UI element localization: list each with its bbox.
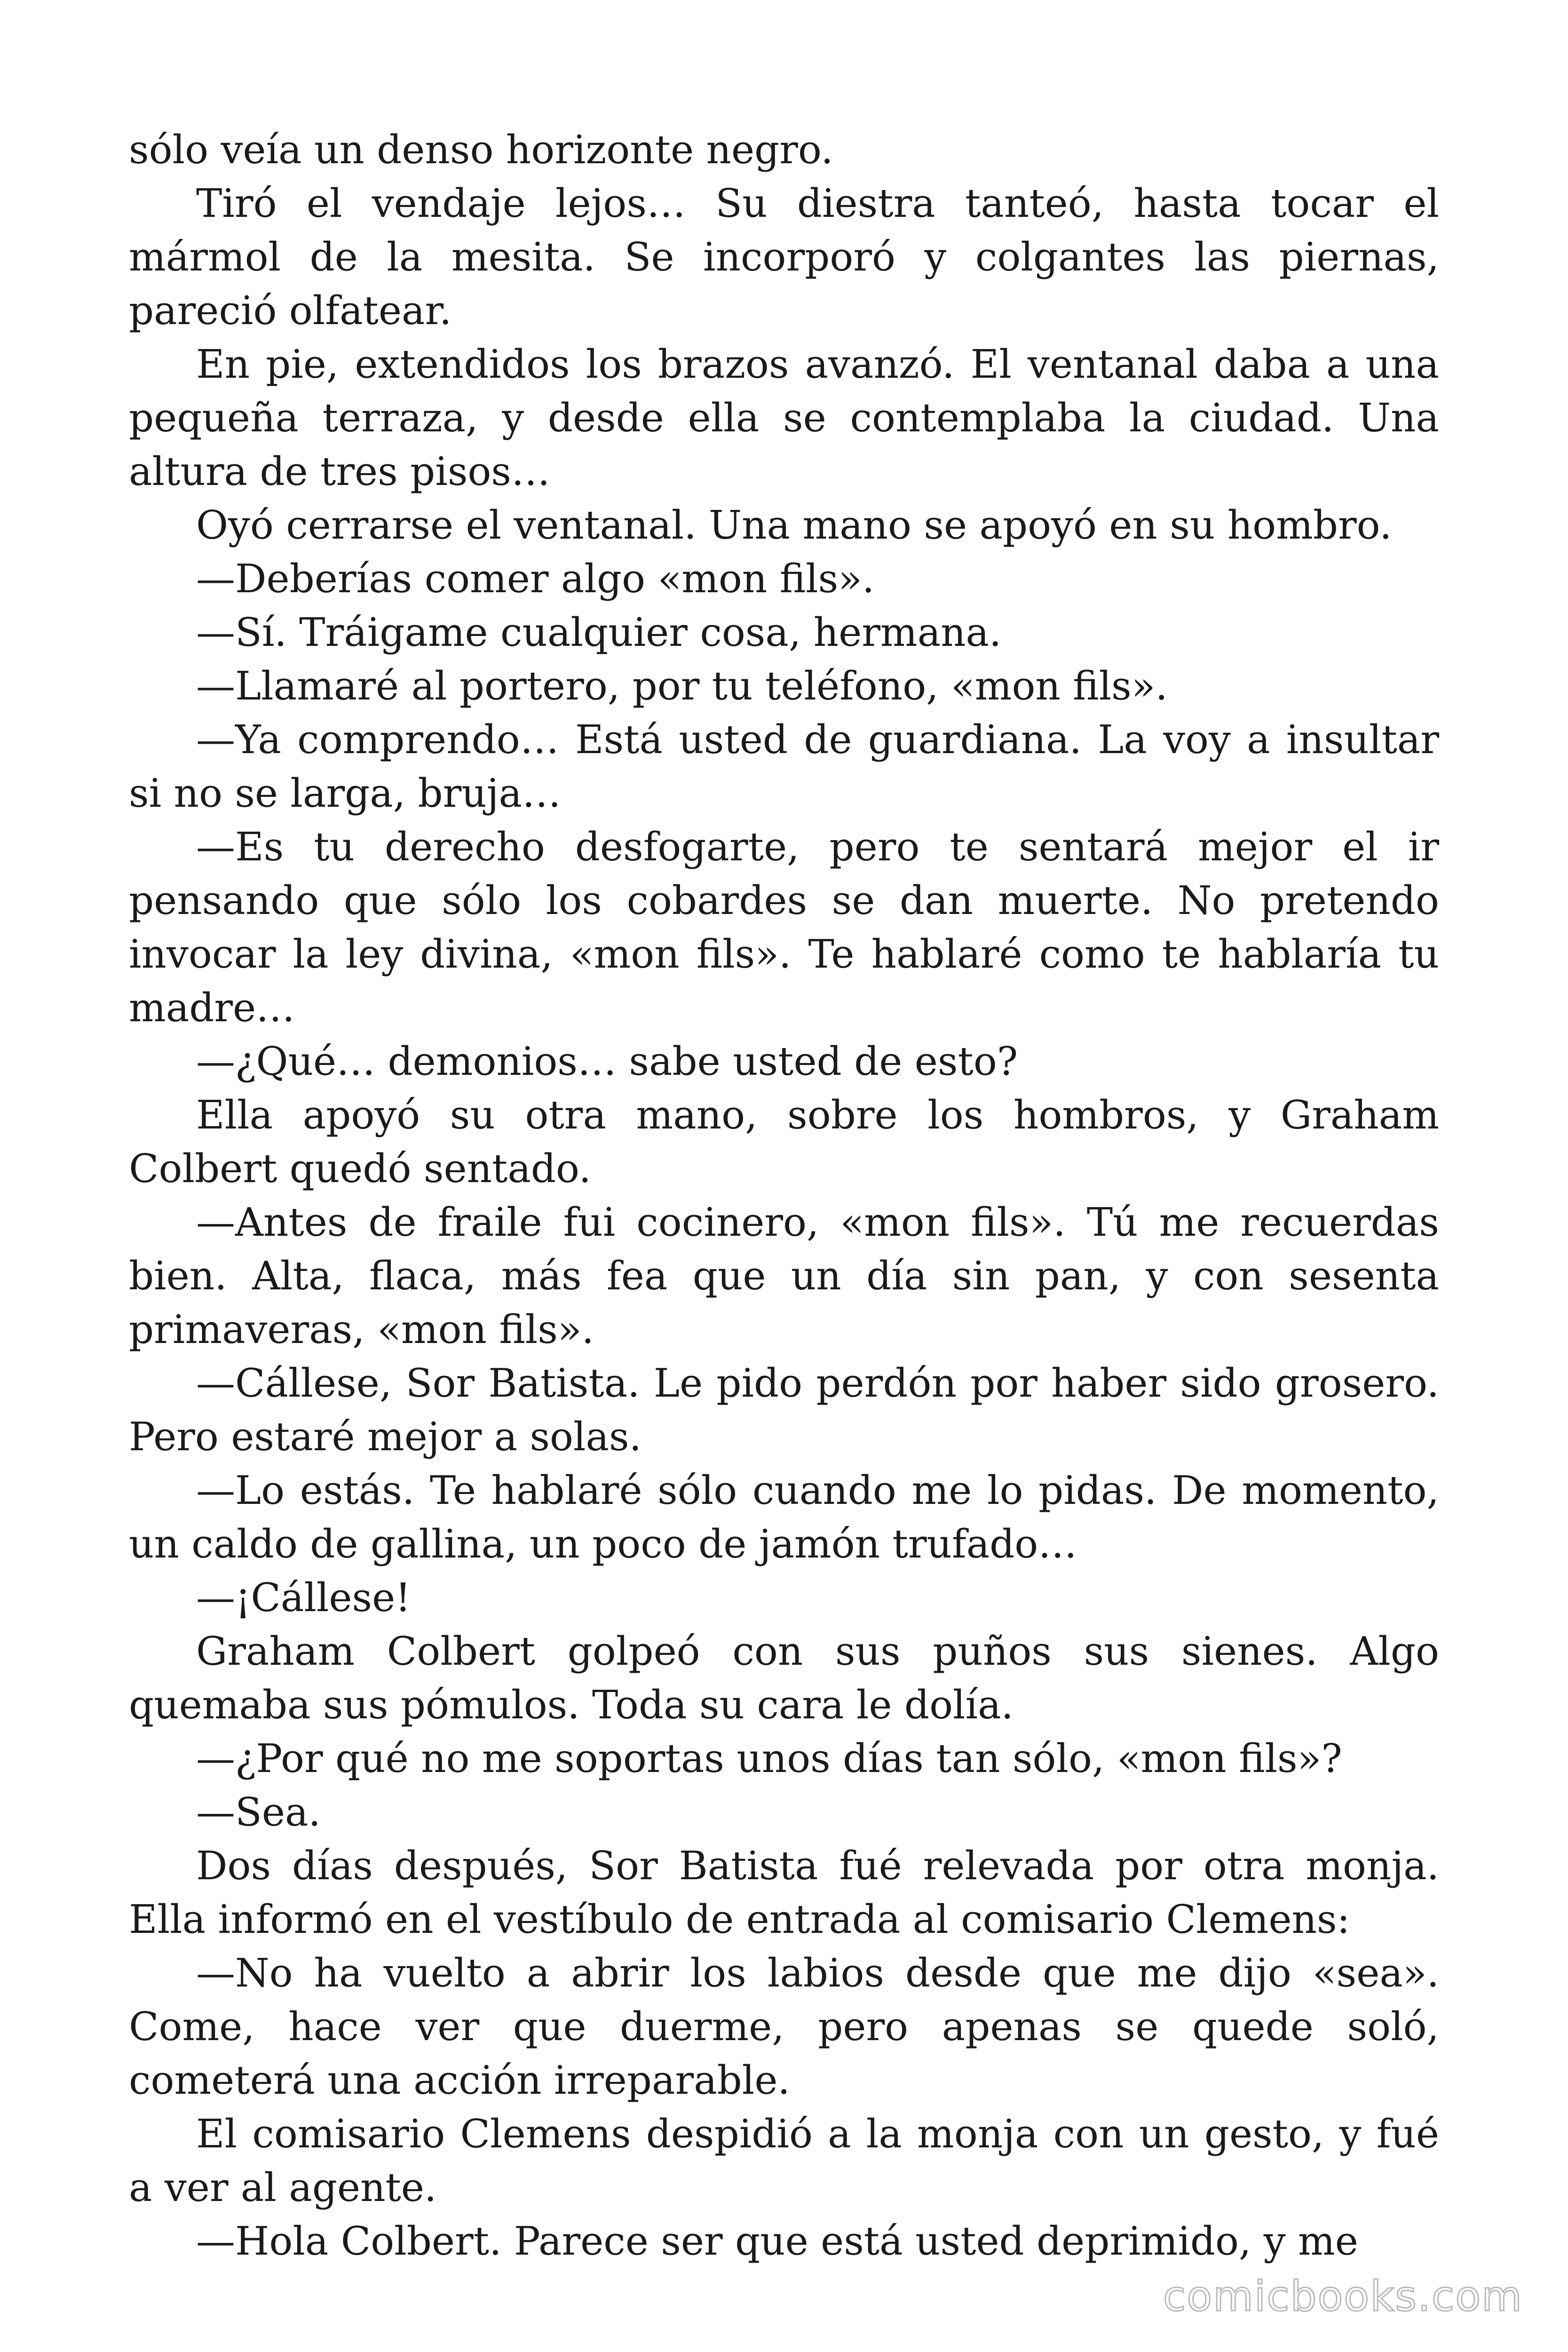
page-body <box>129 123 1439 2268</box>
paragraph-21: El comisario Clemens despidió a la monja con un gesto, y fué a ver al agente. <box>129 2111 1439 2210</box>
paragraph-18: —Sea. <box>196 1789 321 1835</box>
paragraph-11: Ella apoyó su otra mano, sobre los hombros, y Graham Colbert quedó sentado. <box>129 1092 1439 1192</box>
paragraph-7: —Llamaré al portero, por tu teléfono, «mon fils». <box>196 663 1168 709</box>
paragraph-6: —Sí. Tráigame cualquier cosa, hermana. <box>196 610 1002 655</box>
paragraph-1: sólo veía un denso horizonte negro. <box>129 127 833 173</box>
paragraph-12: —Antes de fraile fui cocinero, «mon fils». Tú me recuerdas bien. Alta, flaca, más fea que un día sin pan, y con sesenta primaveras, «mon fils». <box>129 1200 1439 1352</box>
paragraph-19: Dos días después, Sor Batista fué relevada por otra monja. Ella informó en el vestíbulo de entrada al comisario Clemens: <box>129 1843 1439 1942</box>
paragraph-22: —Hola Colbert. Parece ser que está usted deprimido, y me <box>196 2218 1358 2264</box>
paragraph-15: —¡Cállese! <box>196 1575 411 1621</box>
paragraph-3: En pie, extendidos los brazos avanzó. El ventanal daba a una pequeña terraza, y desde ella se contemplaba la ciudad. Una altura de tres pisos… <box>129 342 1439 494</box>
paragraph-4: Oyó cerrarse el ventanal. Una mano se apoyó en su hombro. <box>196 502 1392 548</box>
paragraph-14: —Lo estás. Te hablaré sólo cuando me lo pidas. De momento, un caldo de gallina, un poco de jamón trufado… <box>129 1468 1439 1567</box>
paragraph-2: Tiró el vendaje lejos… Su diestra tanteó, hasta tocar el mármol de la mesita. Se incorporó y colgantes las piernas, pareció olfatear. <box>129 181 1439 334</box>
paragraph-9: —Es tu derecho desfogarte, pero te sentará mejor el ir pensando que sólo los cobardes se dan muerte. No pretendo invocar la ley divina, «mon fils». Te hablaré como te hablaría tu madre… <box>129 824 1439 1031</box>
paragraph-5: —Deberías comer algo «mon fils». <box>196 556 875 602</box>
paragraph-16: Graham Colbert golpeó con sus puños sus sienes. Algo quemaba sus pómulos. Toda su cara le dolía. <box>129 1629 1439 1728</box>
paragraph-13: —Cállese, Sor Batista. Le pido perdón por haber sido grosero. Pero estaré mejor a solas. <box>129 1360 1439 1460</box>
paragraph-8: —Ya comprendo… Está usted de guardiana. La voy a insultar si no se larga, bruja… <box>129 717 1439 816</box>
paragraph-20: —No ha vuelto a abrir los labios desde que me dijo «sea». Come, hace ver que duerme, pero apenas se quede soló, cometerá una acción irreparable. <box>129 1950 1439 2103</box>
paragraph-10: —¿Qué… demonios… sabe usted de esto? <box>196 1039 1018 1084</box>
paragraph-17: —¿Por qué no me soportas unos días tan sólo, «mon fils»? <box>196 1736 1342 1781</box>
watermark: comicbooks.com <box>1163 2272 1523 2320</box>
